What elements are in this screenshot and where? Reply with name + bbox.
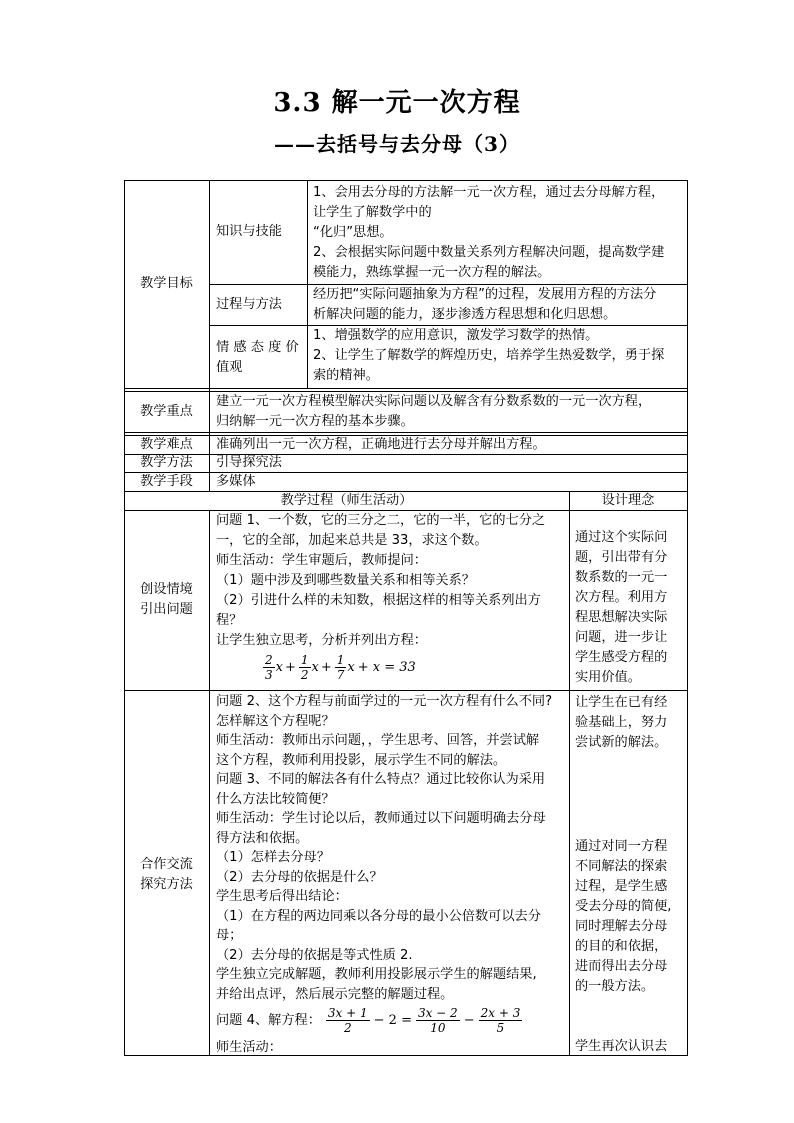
text-line: 的目的和依据， <box>575 939 668 954</box>
emotion-label <box>216 338 307 378</box>
key-points-text <box>216 392 686 432</box>
text-line: 受去分母的简便, <box>575 899 672 914</box>
numerator: 1 <box>300 653 309 667</box>
text-line: 什么方法比较简便？ <box>216 791 335 807</box>
text-line: 建立一元一次方程模型解决实际问题以及解含有分数系数的一元一次方程， <box>216 394 652 409</box>
numerator: 3x + 1 <box>327 1006 368 1020</box>
text-line: “化归”思想。 <box>313 225 393 240</box>
numerator: 3x − 2 <box>417 1006 458 1020</box>
equation-1 <box>262 653 568 682</box>
operator: − <box>463 1012 475 1028</box>
method-label: 教学方法 <box>140 455 193 470</box>
difficulty-text: 准确列出一元一次方程，正确地进行去分母并解出方程。 <box>216 436 546 452</box>
text-line: 让学生了解数学中的 <box>313 205 432 220</box>
text-line: 问题 3、不同的解法各有什么特点？通过比较你认为采用 <box>216 772 546 787</box>
process-header: 教学过程（师生活动） <box>280 492 413 508</box>
text-line: 情 感 态 度 价 <box>216 340 299 355</box>
fraction <box>326 1006 370 1035</box>
process-text <box>313 285 685 325</box>
equation-tail: + x = 33 <box>357 659 416 675</box>
variable: x <box>347 659 355 675</box>
emotion-text <box>313 326 685 386</box>
text-line: 师生活动：学生审题后，教师提问： <box>216 553 427 568</box>
text-line: 程思想解决实际 <box>575 610 668 625</box>
text-line: 母； <box>216 928 243 943</box>
denominator: 2 <box>300 668 309 682</box>
fraction <box>335 653 347 682</box>
text-line: （2）去分母的依据是等式性质 2. <box>216 947 413 963</box>
page-title: 3.3 解一元一次方程 <box>273 88 521 118</box>
text-line: 不同解法的探索 <box>575 859 668 874</box>
method-text: 引导探究法 <box>216 455 282 470</box>
fraction <box>479 1006 523 1035</box>
numerator: 1 <box>336 653 345 667</box>
section1-design <box>575 528 687 688</box>
knowledge-label: 知识与技能 <box>216 224 282 239</box>
text-line: 引出问题 <box>140 602 193 617</box>
variable: x <box>275 659 283 675</box>
denominator: 2 <box>343 1021 352 1035</box>
text-line: 通过对同一方程 <box>575 839 668 854</box>
text-line: 模能力，熟练掌握一元一次方程的解法。 <box>313 265 551 280</box>
operator: + <box>320 659 332 675</box>
text-line: 进而得出去分母 <box>575 959 668 974</box>
fraction <box>299 653 311 682</box>
text-line: （1）在方程的两边同乘以各分母的最小公倍数可以去分 <box>216 908 541 924</box>
text-line: 经历把“实际问题抽象为方程”的过程，发展用方程的方法分 <box>313 287 657 302</box>
denominator: 10 <box>430 1021 446 1035</box>
text-line: 值观 <box>216 360 243 375</box>
section2-design-a <box>575 693 687 753</box>
text-line: 问题 2、这个方程与前面学过的一元一次方程有什么不同? <box>216 694 553 709</box>
text-line: 验基础上，努力 <box>575 715 668 730</box>
section2-content <box>216 692 568 1058</box>
text-line: 析解决问题的能力，逐步渗透方程思想和化归思想。 <box>313 307 617 322</box>
denominator: 3 <box>265 668 273 682</box>
denominator: 7 <box>336 668 345 682</box>
text-line: 让学生独立思考，分析并列出方程： <box>216 633 427 648</box>
text-line: 问题 1、一个数，它的三分之二，它的一半，它的七分之 <box>216 513 546 528</box>
means-text: 多媒体 <box>216 473 256 489</box>
knowledge-text <box>313 183 685 283</box>
section2-label <box>124 855 209 895</box>
text-line: 2、让学生了解数学的辉煌历史，培养学生热爱数学，勇于探 <box>313 348 665 363</box>
text-line: 的一般方法。 <box>575 979 655 994</box>
text-line: （1）怎样去分母？ <box>216 850 330 865</box>
text-line: 让学生在已有经 <box>575 695 668 710</box>
text-line: 同时理解去分母 <box>575 919 668 934</box>
text-line: 索的精神。 <box>313 368 379 383</box>
text-line: 一，它的全部，加起来总共是 33，求这个数。 <box>216 533 488 548</box>
text-line: （1）题中涉及到哪些数量关系和相等关系？ <box>216 573 475 588</box>
section2-design-b <box>575 837 687 997</box>
fraction <box>416 1006 460 1035</box>
text-line: 师生活动： <box>216 1040 282 1055</box>
text-line: 实用价值。 <box>575 670 641 685</box>
section1-label <box>124 580 209 620</box>
text-line: （2）引进什么样的未知数，根据这样的相等关系列出方 <box>216 593 541 608</box>
text-line: 题，引出带有分 <box>575 550 668 565</box>
text-line: 程？ <box>216 613 243 628</box>
text-line: 并给出点评，然后展示完整的解题过程。 <box>216 986 454 1002</box>
operator: + <box>284 659 296 675</box>
text-line: 得方法和依据。 <box>216 830 309 846</box>
text-line: 问题，进一步让 <box>575 630 668 645</box>
text-line: 学生感受方程的 <box>575 650 668 665</box>
text-line: 探究方法 <box>140 877 193 892</box>
text-line: 通过这个实际问 <box>575 530 668 545</box>
operator: − 2 = <box>373 1012 412 1028</box>
question-4-label: 问题 4、解方程： <box>216 1012 321 1028</box>
text-line: 数系数的一元一 <box>575 570 668 585</box>
text-line: 学生独立完成解题，教师利用投影展示学生的解题结果, <box>216 967 537 982</box>
text-line: 怎样解这个方程呢？ <box>216 713 335 729</box>
page-subtitle: ——去括号与去分母（3） <box>274 132 520 156</box>
fraction <box>263 653 275 682</box>
text-line: 师生活动：教师出示问题，，学生思考、回答，并尝试解 <box>216 733 540 748</box>
difficulty-label: 教学难点 <box>140 436 193 452</box>
text-line: 归纳解一元一次方程的基本步骤。 <box>216 414 414 429</box>
text-line: 这个方程，教师利用投影，展示学生不同的解法。 <box>216 752 507 768</box>
section2-design-c: 学生再次认识去 <box>575 1039 668 1054</box>
numerator: 2 <box>265 653 273 667</box>
text-line: 1、增强数学的应用意识，激发学习数学的热情。 <box>313 328 599 343</box>
text-line: 尝试新的解法。 <box>575 735 668 750</box>
text-line: 师生活动：学生讨论以后，教师通过以下问题明确去分母 <box>216 811 546 826</box>
text-line: 合作交流 <box>140 857 193 872</box>
section1-content <box>216 511 568 682</box>
text-line: （2）去分母的依据是什么？ <box>216 869 383 885</box>
text-line: 过程，是学生感 <box>575 879 668 894</box>
variable: x <box>311 659 319 675</box>
key-points-label: 教学重点 <box>140 403 193 419</box>
equation-2-row <box>216 1006 568 1035</box>
text-line: 学生思考后得出结论： <box>216 889 348 904</box>
text-line: 次方程。利用方 <box>575 590 668 605</box>
design-header: 设计理念 <box>601 492 655 508</box>
goals-label: 教学目标 <box>140 276 193 291</box>
means-label: 教学手段 <box>140 473 193 489</box>
text-line: 2、会根据实际问题中数量关系列方程解决问题，提高数学建 <box>313 245 665 260</box>
numerator: 2x + 3 <box>480 1006 521 1020</box>
process-label: 过程与方法 <box>216 296 282 312</box>
text-line: 1、会用去分母的方法解一元一次方程，通过去分母解方程， <box>313 185 665 200</box>
denominator: 5 <box>496 1021 505 1035</box>
text-line: 创设情境 <box>140 582 193 597</box>
equation-2 <box>325 1006 523 1035</box>
